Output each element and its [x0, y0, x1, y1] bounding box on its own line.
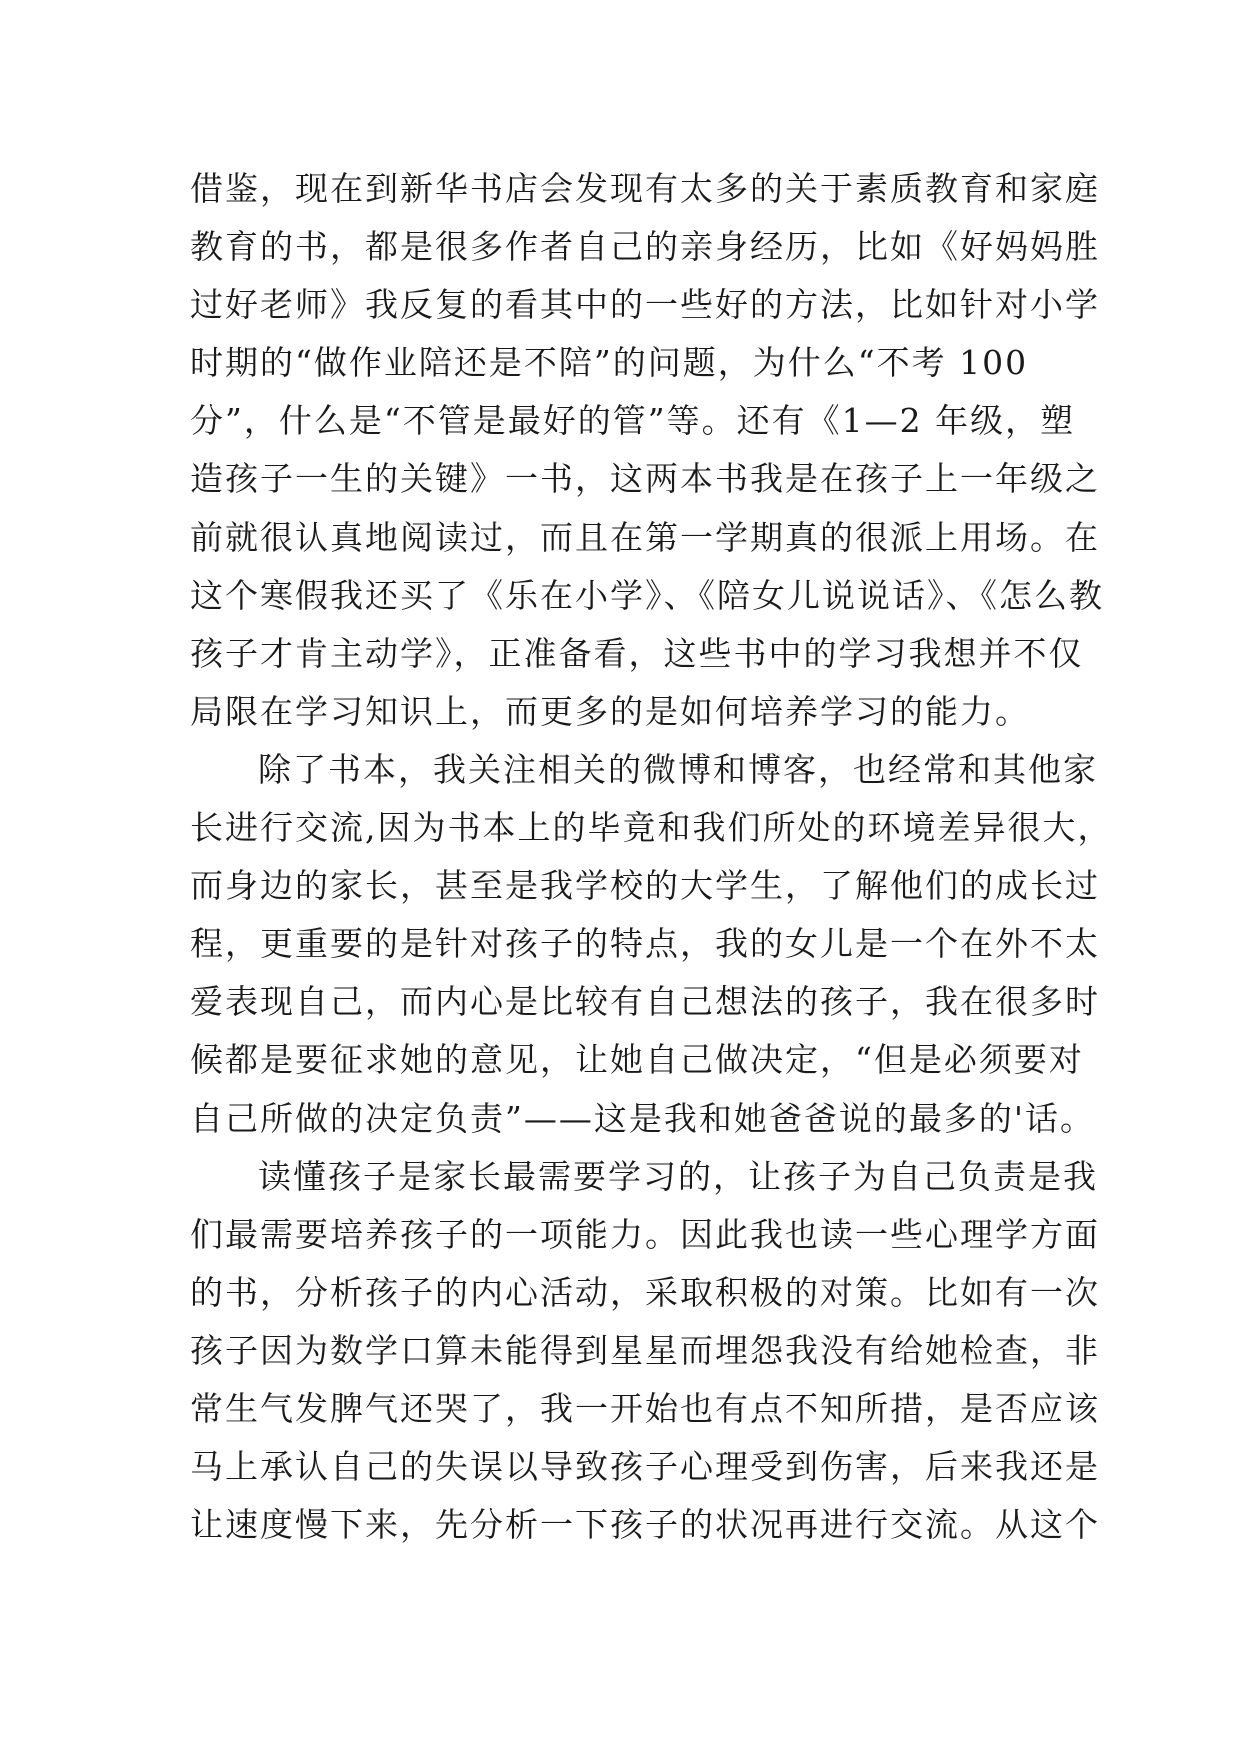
text-line: 常生气发脾气还哭了，我一开始也有点不知所措，是否应该 — [190, 1388, 1100, 1428]
text-line: 长进行交流,因为书本上的毕竟和我们所处的环境差异很大， — [190, 808, 1113, 848]
text-line: 孩子因为数学口算未能得到星星而埋怨我没有给她检查，非 — [190, 1330, 1100, 1370]
text-line: 让速度慢下来，先分析一下孩子的状况再进行交流。从这个 — [190, 1505, 1100, 1545]
text-line: 局限在学习知识上，而更多的是如何培养学习的能力。 — [190, 691, 1030, 731]
text-line: 而身边的家长，甚至是我学校的大学生，了解他们的成长过 — [190, 866, 1100, 906]
text-line: 程，更重要的是针对孩子的特点，我的女儿是一个在外不太 — [190, 924, 1100, 964]
text-line: 过好老师》我反复的看其中的一些好的方法，比如针对小学 — [190, 285, 1100, 325]
text-line: 借鉴，现在到新华书店会发现有太多的关于素质教育和家庭 — [190, 169, 1100, 208]
text-line: 爱表现自己，而内心是比较有自己想法的孩子，我在很多时 — [190, 982, 1100, 1022]
text-line: 孩子才肯主动学》，正准备看，这些书中的学习我想并不仅 — [190, 633, 1084, 673]
text-line: 的书，分析孩子的内心活动，采取积极的对策。比如有一次 — [190, 1272, 1100, 1312]
text-line: 这个寒假我还买了《乐在小学》、《陪女儿说说话》、《怎么教 — [190, 575, 1104, 615]
text-line: 造孩子一生的关键》一书，这两本书我是在孩子上一年级之 — [190, 459, 1100, 499]
paragraph-first-line: 读懂孩子是家长最需要学习的，让孩子为自己负责是我 — [258, 1156, 1098, 1196]
text-line: 前就很认真地阅读过，而且在第一学期真的很派上用场。在 — [190, 517, 1100, 557]
text-line: 分”，什么是“不管是最好的管”等。还有《1—2 年级，塑 — [190, 401, 1076, 441]
text-line: 自己所做的决定负责”——这是我和她爸爸说的最多的'话。 — [190, 1098, 1095, 1138]
text-line: 教育的书，都是很多作者自己的亲身经历，比如《好妈妈胜 — [190, 227, 1100, 267]
text-line: 马上承认自己的失误以导致孩子心理受到伤害，后来我还是 — [190, 1447, 1100, 1487]
text-line: 时期的“做作业陪还是不陪”的问题，为什么“不考 100 — [190, 343, 1029, 383]
body-text — [190, 160, 1113, 1554]
text-line: 候都是要征求她的意见，让她自己做决定，“但是必须要对 — [190, 1040, 1084, 1080]
text-line: 们最需要培养孩子的一项能力。因此我也读一些心理学方面 — [190, 1214, 1100, 1254]
paragraph-first-line: 除了书本，我关注相关的微博和博客，也经常和其他家 — [258, 749, 1098, 789]
